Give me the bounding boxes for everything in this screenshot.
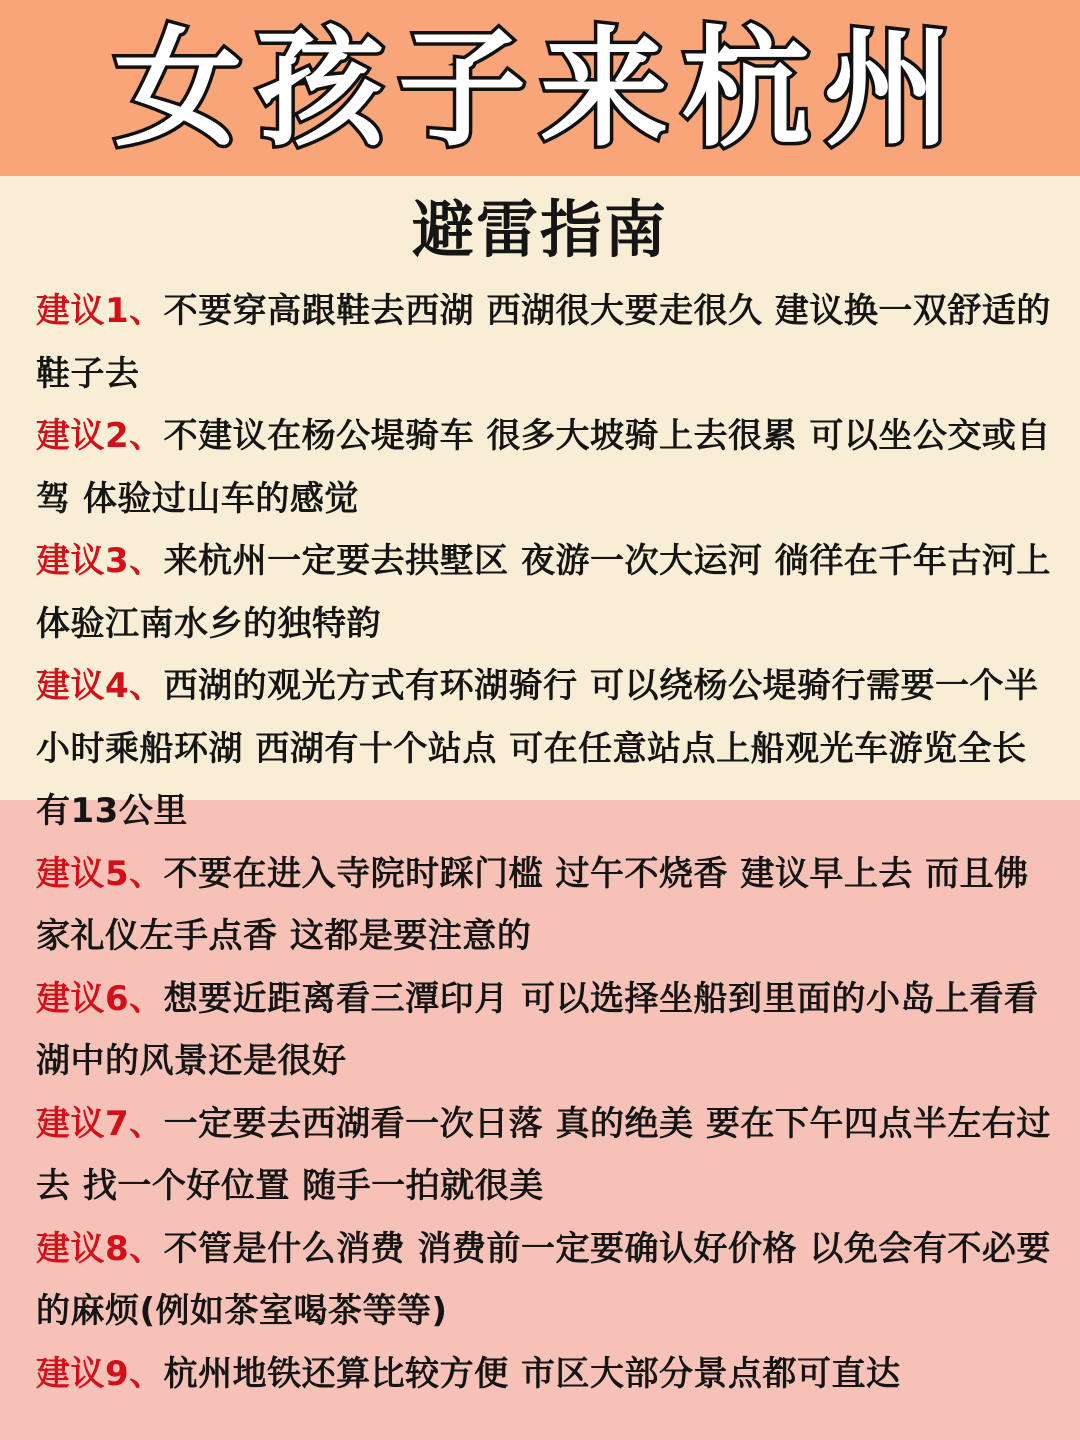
- tip-text: 不要穿高跟鞋去西湖 西湖很大要走很久 建议换一双舒适的鞋子去: [36, 291, 1051, 394]
- tip-label: 建议2、: [36, 416, 164, 456]
- tip-label: 建议8、: [36, 1228, 164, 1269]
- tip-text: 不建议在杨公堤骑车 很多大坡骑上去很累 可以坐公交或自驾 体验过山车的感觉: [36, 416, 1051, 519]
- tip-text: 一定要去西湖看一次日落 真的绝美 要在下午四点半左右过去 找一个好位置 随手一拍就很美: [36, 1103, 1051, 1206]
- tip-text: 西湖的观光方式有环湖骑行 可以绕杨公堤骑行需要一个半小时乘船环湖 西湖有十个站点 可在任意站点上船观光车游览全长有13公里: [36, 666, 1039, 831]
- tip-item: [36, 968, 1056, 1093]
- tip-label: 建议7、: [36, 1103, 164, 1144]
- page-title: 女孩子来杭州: [113, 15, 966, 164]
- tip-text: 想要近距离看三潭印月 可以选择坐船到里面的小岛上看看湖中的风景还是很好: [36, 978, 1039, 1081]
- tip-item: [36, 530, 1056, 655]
- tips-list: [36, 280, 1056, 1405]
- tip-item: [36, 280, 1056, 405]
- tip-item: [36, 1343, 1056, 1406]
- tip-label: 建议1、: [36, 291, 164, 331]
- tip-item: [36, 1218, 1056, 1343]
- tip-text: 来杭州一定要去拱墅区 夜游一次大运河 徜徉在千年古河上 体验江南水乡的独特韵: [36, 541, 1051, 644]
- tip-label: 建议9、: [36, 1353, 164, 1394]
- tip-label: 建议3、: [36, 541, 164, 581]
- tip-item: [36, 843, 1056, 968]
- tip-item: [36, 1093, 1056, 1218]
- page-subtitle: 避雷指南: [411, 193, 668, 266]
- tip-label: 建议4、: [36, 666, 164, 706]
- tip-label: 建议6、: [36, 978, 164, 1019]
- tip-text: 不管是什么消费 消费前一定要确认好价格 以免会有不必要的麻烦(例如茶室喝茶等等): [36, 1228, 1051, 1331]
- tip-item: [36, 405, 1056, 530]
- tip-label: 建议5、: [36, 853, 164, 894]
- tip-item: [36, 655, 1056, 843]
- tip-text: 不要在进入寺院时踩门槛 过午不烧香 建议早上去 而且佛家礼仪左手点香 这都是要注意的: [36, 853, 1029, 956]
- header-banner: [0, 0, 1080, 176]
- tip-text: 杭州地铁还算比较方便 市区大部分景点都可直达: [163, 1353, 901, 1394]
